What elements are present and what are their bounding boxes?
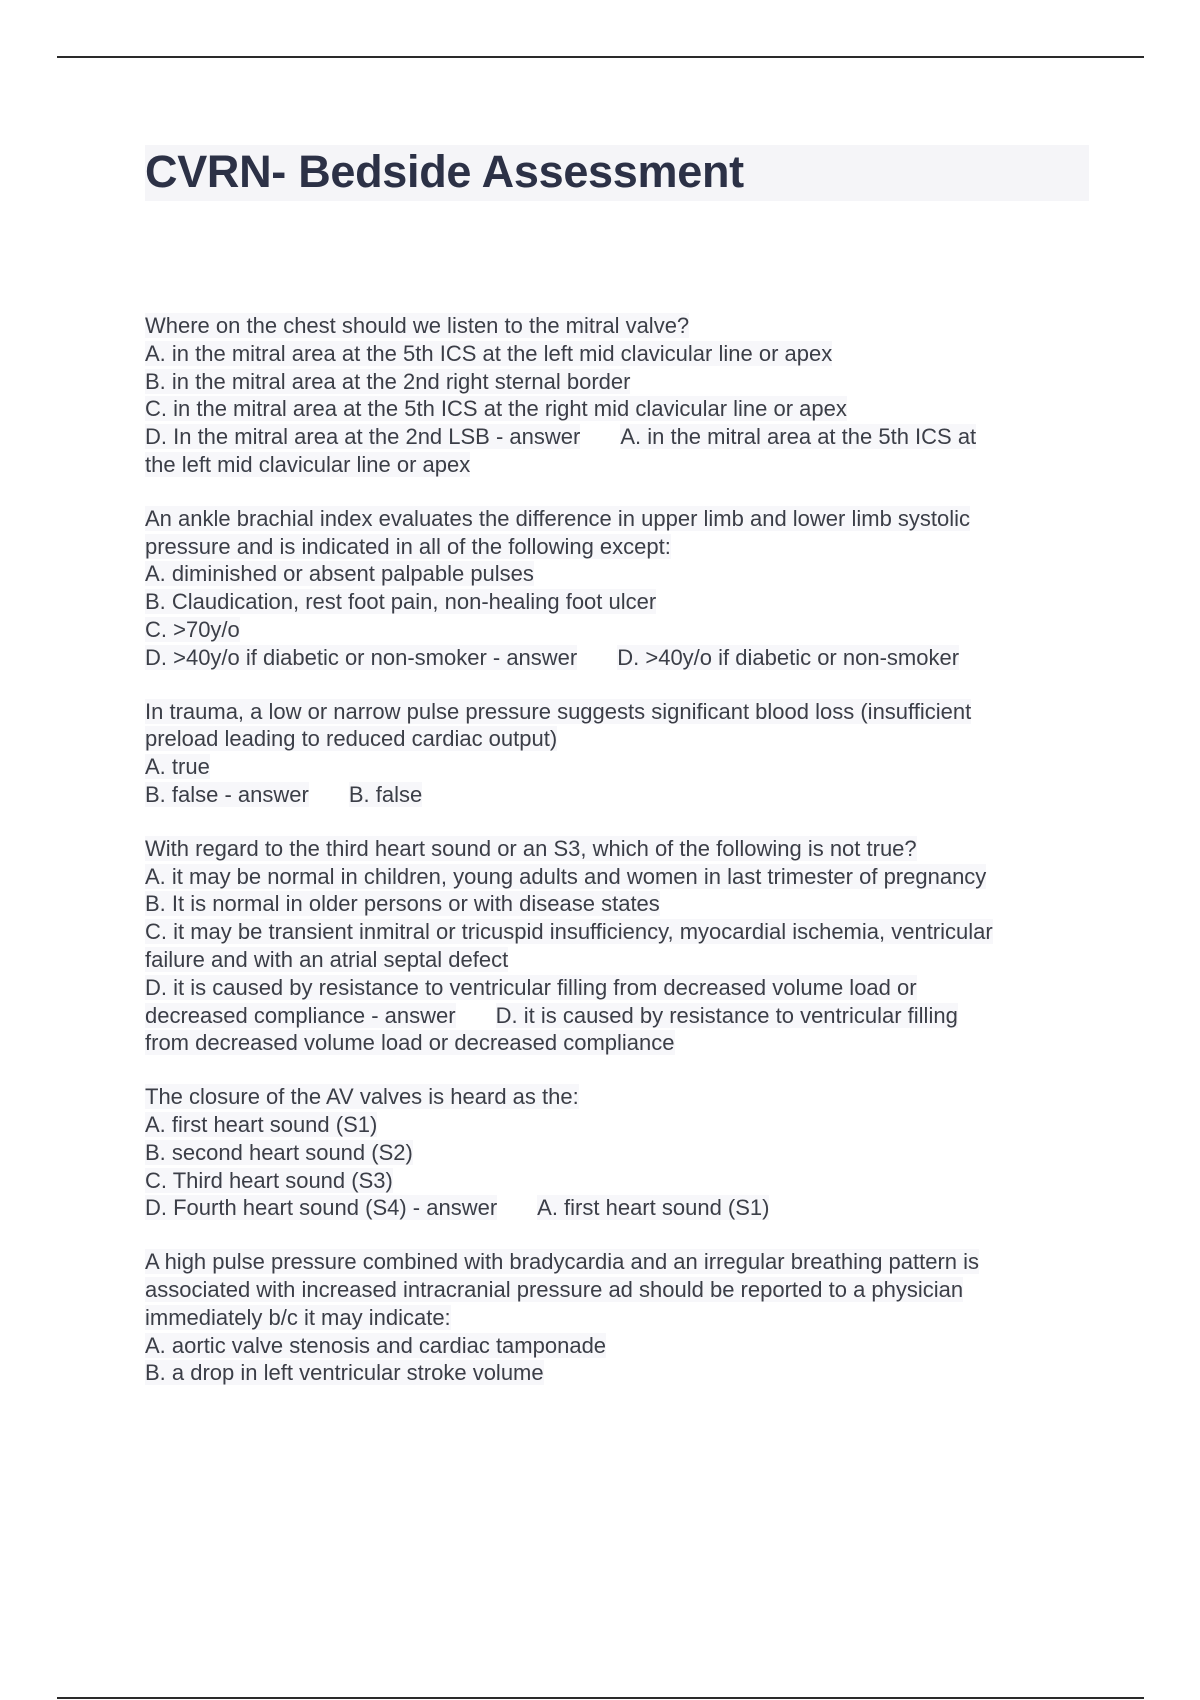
option-line: B. Claudication, rest foot pain, non-healing foot ulcer [145,589,657,615]
option-line: A. true [145,754,210,780]
option-line: C. Third heart sound (S3) [145,1167,393,1193]
answer-continuation: the left mid clavicular line or apex [145,451,471,477]
question-line: immediately b/c it may indicate: [145,1304,451,1330]
question-line: associated with increased intracranial pressure ad should be reported to a physician [145,1276,964,1302]
page-title: CVRN- Bedside Assessment [145,146,744,197]
option-line: C. >70y/o [145,616,240,642]
question-line: In trauma, a low or narrow pulse pressure suggests significant blood loss (insufficient [145,698,972,724]
question-line: preload leading to reduced cardiac output) [145,726,558,752]
question-block [145,835,1085,1057]
option-line: D. it is caused by resistance to ventricular filling from decreased volume load or [145,974,917,1000]
answer-continuation: from decreased volume load or decreased compliance [145,1030,675,1056]
option-line: C. it may be transient inmitral or tricuspid insufficiency, myocardial ischemia, ventricular [145,919,993,945]
question-line: Where on the chest should we listen to the mitral valve? [145,313,690,338]
questions-container [145,312,1085,1413]
question-block [145,698,1085,809]
answer-line: D. Fourth heart sound (S4) - answer A. first heart sound (S1) [145,1195,770,1221]
option-line: C. in the mitral area at the 5th ICS at the right mid clavicular line or apex [145,396,847,422]
question-line: A high pulse pressure combined with bradycardia and an irregular breathing pattern is [145,1249,980,1275]
question-line: pressure and is indicated in all of the following except: [145,533,671,559]
option-line: B. in the mitral area at the 2nd right sternal border [145,368,631,394]
option-line: A. first heart sound (S1) [145,1111,378,1137]
option-line: A. it may be normal in children, young adults and women in last trimester of pregnancy [145,863,987,889]
question-block [145,1083,1085,1222]
option-line: failure and with an atrial septal defect [145,946,509,972]
option-line: B. a drop in left ventricular stroke volume [145,1360,544,1386]
question-block [145,1248,1085,1387]
top-rule [57,56,1144,58]
question-block [145,505,1085,672]
question-block [145,312,1085,479]
answer-line: D. In the mitral area at the 2nd LSB - answer A. in the mitral area at the 5th ICS at [145,424,977,450]
option-line: A. in the mitral area at the 5th ICS at the left mid clavicular line or apex [145,340,833,366]
answer-line: B. false - answer B. false [145,781,423,807]
answer-line: D. >40y/o if diabetic or non-smoker - answer D. >40y/o if diabetic or non-smoker [145,644,960,670]
option-line: A. aortic valve stenosis and cardiac tamponade [145,1332,607,1358]
question-line: The closure of the AV valves is heard as the: [145,1084,579,1110]
question-line: An ankle brachial index evaluates the difference in upper limb and lower limb systolic [145,505,971,531]
answer-line: decreased compliance - answer D. it is caused by resistance to ventricular filling [145,1002,958,1028]
bottom-rule [57,1697,1144,1699]
option-line: B. second heart sound (S2) [145,1139,413,1165]
option-line: A. diminished or absent palpable pulses [145,561,534,587]
question-line: With regard to the third heart sound or an S3, which of the following is not true? [145,835,917,861]
option-line: B. It is normal in older persons or with disease states [145,891,660,917]
